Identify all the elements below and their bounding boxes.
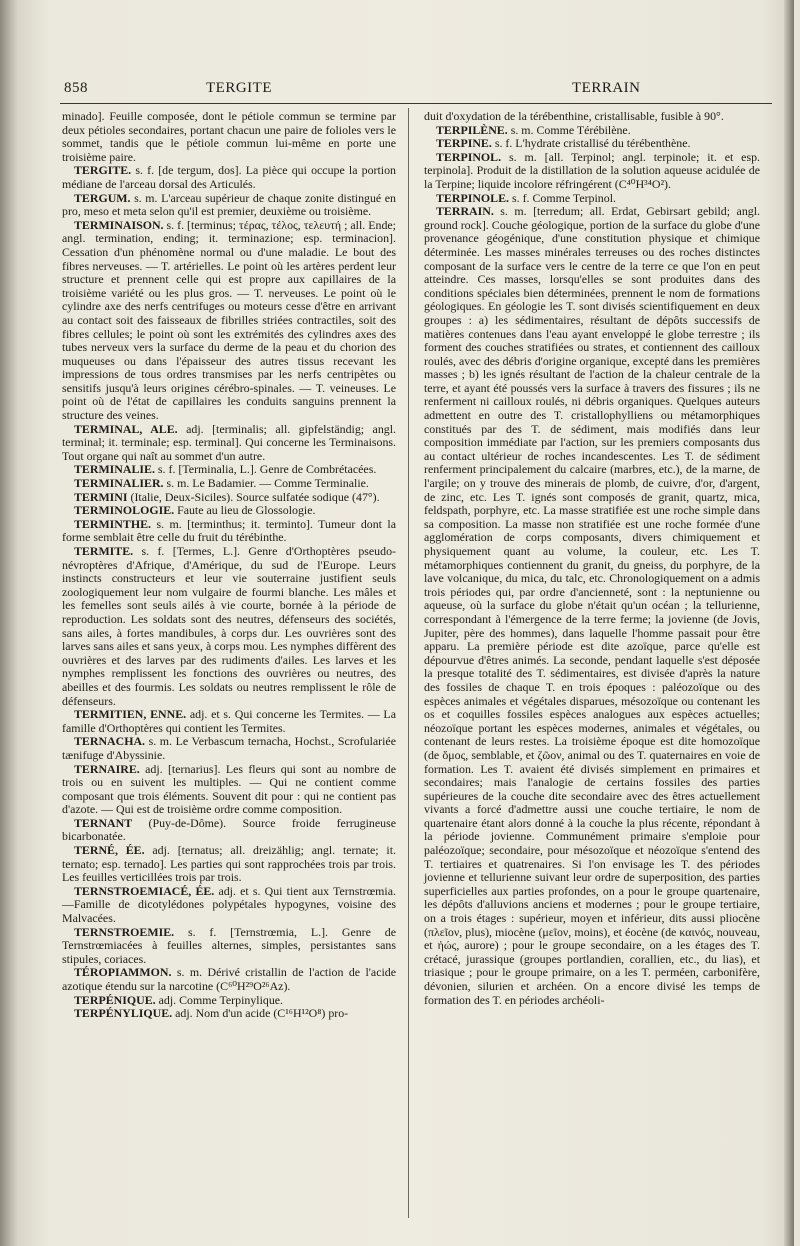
entry-headword: TERPÉNYLIQUE. xyxy=(74,1006,173,1021)
entry-text: s. f. Comme Terpinol. xyxy=(512,190,616,205)
dictionary-entry xyxy=(62,817,396,844)
entry-headword: TERMITIEN, ENNE. xyxy=(74,707,187,722)
header-rule xyxy=(60,103,772,104)
entry-text: s. f. [Terminalia, L.]. Genre de Combrétacées. xyxy=(157,462,377,477)
dictionary-entry xyxy=(424,110,760,124)
entry-headword: TERMINI xyxy=(74,489,128,504)
entry-headword: TÉROPIAMMON. xyxy=(74,965,172,980)
dictionary-entry xyxy=(62,518,396,545)
dictionary-entry xyxy=(62,192,396,219)
entry-headword: TERMINTHE. xyxy=(74,516,151,531)
dictionary-entry xyxy=(62,966,396,993)
dictionary-entry xyxy=(62,735,396,762)
entry-text: Faute au lieu de Glossologie. xyxy=(177,503,316,518)
entry-text: s. m. [terredum; all. Erdat, Gebirsart gebild; angl. ground rock]. Couche géologique, portion de la surface du globe d'une provenance géogénique, d'une constitution physique et chimique déterminée. Les masses minérales terreuses ou des roches distinctes composant de la surface vers le centre de la terre ce que l'on en peut atteindre. Ces masses, lorsqu'elles se sont produites dans des conditions spéciales bien déterminées, prennent le nom de formations géologiques. En géologie les T. sont divisés scientifiquement en deux groupes : a) les sédimentaires, résultant de dépôts successifs de matières contenues dans l'eau ayant enveloppé le globe terrestre ; ils forment des couches stratifiées ou strates, et contiennent des cailloux roulés, avec des débris d'origine organique, excepté dans les premières masses ; b) les ignés résultant de l'action de la chaleur centrale de la terre, et ayant été poussés vers la surface à travers des fissures ; ils ne renferment ni cailloux roulés, ni débris organiques. Quelques auteurs admettent en outre des T. cristallophylliens ou métamorphiques constitués par des T. de sédiment, mais modifiés dans leur composition immédiate par l'action, sur les premiers composants dus au contact ultérieur de roches incandescentes. Les T. de sédiment renferment principalement du calcaire (marbres, etc.), de la marne, de l'argile; on y trouve des minerais de plomb, de cuivre, d'or, d'argent, de zinc, etc. Les T. ignés sont composés de granit, quartz, mica, feldspath, porphyre, etc. La masse stratifiée est une roche simple dans sa composition. La masse non stratifiée est une roche formée d'une agglomération de corps composants, divers chimiquement et physiquement quant au volume, la couleur, etc. Les T. métamorphiques contiennent du granit, du gneiss, du porphyre, de la lave volcanique, du mica, du talc, etc. Chronologiquement on a admis trois périodes qui, par ordre d'ancienneté, sont : la neptunienne ou aqueuse, où la surface du globe n'était qu'un océan ; la tellurienne, correspondant à l'émergence de la terre ferme; la jovienne (de Jovis, Jupiter, père des hommes), dans laquelle l'homme passait pour être apparu. La première période est dite azoïque, parce qu'elle est dépourvue d'êtres animés. La seconde, pendant laquelle s'est déposée la presque totalité des T. sédimentaires, est divisée d'après la nature des fossiles de chaque T. en trois époques : paléozoïque ou des espèces animales et végétales disparues, mésozoïque ou contenant les os et coquilles fossiles espèces analogues aux espèces actuelles; néozoïque portant les espèces modernes, animales et végétales, ou contenant de leurs restes. La troisième époque est dite homozoïque (de ὅμος, semblable, et ζῶον, animal ou des T. quaternaires en voie de formation. Les T. avaient été divisés simplement en primaires et secondaires; mais l'analogie de certains fossiles des parties supérieures de la couche dite secondaire avec des êtres actuellement vivants a forcé d'admettre aussi une couche tertiaire, le nom de quartenaire étant alors donné à la couche la plus récente, répondant à la période jovienne. Communément primaire s'emploie pour paléozoïque; secondaire, pour mésozoïque et néozoïque s'entend des T. tertiaires et quatrenaires. Si l'on envisage les T. des périodes jovienne et tellurienne suivant leur ordre de superposition, des parties superficielles aux parties profondes, on a pour le groupe quartenaire, les dépôts d'alluvions anciens et modernes ; pour le groupe tertiaire, on a trois étages : supérieur, moyen et inférieur, dits aussi pliocène (πλεῖον, plus), miocène (μεῖον, moins), et éocène (de καινός, nouveau, et ἠώς, aurore) ; pour le groupe secondaire, on a les étages des T. crétacé, jurassique (groupes portlandien, corallien, etc., du lias), et triasique ; pour le groupe primaire, on a les T. perméen, carbonifère, dévonien, silurien et archéen. On a encore divisé les temps de formation des T. en périodes archéoli- xyxy=(424,204,760,1007)
dictionary-entry xyxy=(62,545,396,708)
entry-headword: TERNSTROEMIE. xyxy=(74,924,175,939)
column-divider xyxy=(408,108,409,1218)
dictionary-entry xyxy=(62,423,396,464)
entry-text: s. m. Comme Térébilène. xyxy=(510,122,631,137)
running-head-left: TERGITE xyxy=(206,80,272,96)
entry-text: s. m. Dérivé cristallin de l'action de l'acide azotique étendu sur la narcotine (C⁶⁰H²⁹O²⁶Az). xyxy=(62,965,396,993)
entry-text: adj. Comme Terpinylique. xyxy=(158,992,284,1007)
entry-headword: TERNACHA. xyxy=(74,734,146,749)
dictionary-entry xyxy=(62,994,396,1008)
page-header xyxy=(64,80,764,104)
left-column xyxy=(62,110,396,1021)
dictionary-entry xyxy=(62,1007,396,1021)
dictionary-entry xyxy=(424,137,760,151)
dictionary-entry xyxy=(424,151,760,192)
dictionary-entry xyxy=(62,219,396,423)
entry-headword: TERPINOLE. xyxy=(436,190,510,205)
entry-headword: TERMINALIER. xyxy=(74,476,164,491)
dictionary-entry xyxy=(62,844,396,885)
dictionary-entry xyxy=(62,708,396,735)
running-head-right: TERRAIN xyxy=(572,80,641,96)
dictionary-entry xyxy=(62,477,396,491)
book-binding-edge xyxy=(0,0,18,1246)
entry-headword: TERPINE. xyxy=(436,136,492,151)
entry-text: adj. et s. Qui concerne les Termites. — La famille d'Orthoptères qui contient les Termites. xyxy=(62,707,396,735)
entry-headword: TERMINALIE. xyxy=(74,462,155,477)
entry-headword: TERMINOLOGIE. xyxy=(74,503,175,518)
entry-text: s. f. L'hydrate cristallisé du térébenthène. xyxy=(494,136,691,151)
page-right-edge xyxy=(784,0,794,1246)
entry-text: s. m. Le Verbascum ternacha, Hochst., Scrofulariée tænifuge d'Abyssinie. xyxy=(62,734,396,762)
dictionary-entry xyxy=(424,192,760,206)
entry-headword: TERPÉNIQUE. xyxy=(74,992,156,1007)
entry-text: s. f. [Ternstrœmia, L.]. Genre de Ternstrœmiacées à feuilles alternes, simples, persistantes sans stipules, coriaces. xyxy=(62,924,396,966)
entry-headword: TERRAIN. xyxy=(436,204,494,219)
entry-headword: TERNAIRE. xyxy=(74,761,140,776)
dictionary-entry xyxy=(62,504,396,518)
entry-headword: TERPILÈNE. xyxy=(436,122,508,137)
entry-text: s. f. [terminus; τέρας, τέλος, τελευτή ; all. Ende; angl. termination, ending; it. terminazione; esp. terminacion]. Cessation d'un phénomène normal ou d'une maladie. Le bout des fibres nerveuses. — T. artérielles. Le point où les artères perdent leur structure et prennent celle qui est propre aux capillaires de la troisième variété ou les plus gros. — T. nerveuses. Le point où le cylindre axe des nerfs centrifuges ou moteurs cesse d'être en arrivant au contact soit des faisseaux de fibrilles striées contractiles, soit des fibres cellules; le point où sont les extrémités des cylindres axes des tubes nerveux vers la surface du derme de la peau et du chorion des muqueuses ou dans l'épaisseur des autres tissus recevant les impressions de tous ordres transmises par les nerfs centripètes ou sensitifs jusqu'à leurs origines cérébro-spinales. — T. veineuses. Le point où de l'état de capillaires les conduits sanguins prennent la structure des veines. xyxy=(62,217,396,423)
dictionary-entry xyxy=(62,885,396,926)
entry-headword: TERNÉ, ÉE. xyxy=(74,843,145,858)
entry-headword: TERNSTROEMIACÉ, ÉE. xyxy=(74,883,215,898)
page-number: 858 xyxy=(64,80,88,96)
entry-text: s. m. [terminthus; it. terminto]. Tumeur dont la forme semblait être celle du fruit du térébinthe. xyxy=(62,516,396,545)
dictionary-entry xyxy=(424,124,760,138)
entry-text: duit d'oxydation de la térébenthine, cristallisable, fusible à 90°. xyxy=(424,109,724,123)
entry-text: s. f. [de tergum, dos]. La pièce qui occupe la portion médiane de l'arceau dorsal des Articulés. xyxy=(62,163,396,191)
dictionary-entry xyxy=(62,763,396,817)
right-column xyxy=(424,110,760,1007)
entry-headword: TERMINAISON. xyxy=(74,217,164,232)
entry-text: (Puy-de-Dôme). Source froide ferrugineuse bicarbonatée. xyxy=(62,815,396,844)
entry-text: s. m. Le Badamier. — Comme Terminalie. xyxy=(166,476,369,491)
entry-text: adj. et s. Qui tient aux Ternstrœmia.—Famille de dicotylédones polypétales hypogynes, voisine des Malvacées. xyxy=(62,883,396,926)
entry-text: adj. [ternarius]. Les fleurs qui sont au nombre de trois ou en suivent les multiples. — Qui ne contient comme composant que trois éléments. Souvent dit pour : qui ne contient pas d'azote. — Qui est de troisième ordre comme composition. xyxy=(62,761,396,817)
dictionary-entry xyxy=(62,164,396,191)
dictionary-entry xyxy=(62,491,396,505)
entry-headword: TERGITE. xyxy=(74,163,132,178)
entry-text: adj. [ternatus; all. dreizählig; angl. ternate; it. ternato; esp. ternado]. Les parties qui sont rapprochées trois par trois. Les feuilles verticillées trois par trois. xyxy=(62,843,396,885)
entry-headword: TERMINAL, ALE. xyxy=(74,421,178,436)
dictionary-entry xyxy=(62,926,396,967)
entry-headword: TERNANT xyxy=(74,815,133,830)
entry-text: minado]. Feuille composée, dont le pétiole commun se termine par deux pétioles secondaires, portant chacun une paire de folioles vers le sommet, tandis que le pétiole commun lui-même en porte une troisième paire. xyxy=(62,109,396,164)
dictionary-entry xyxy=(62,110,396,164)
entry-text: adj. Nom d'un acide (C¹⁶H¹²O⁸) pro- xyxy=(175,1006,349,1021)
entry-headword: TERGUM. xyxy=(74,190,131,205)
entry-headword: TERPINOL. xyxy=(436,149,502,164)
entry-text: s. m. [all. Terpinol; angl. terpinole; it. et esp. terpinola]. Produit de la distillation de la solution aqueuse acidulée de la Terpine; liquide incolore réfringérent (C⁴⁰H³⁴O²). xyxy=(424,149,760,191)
entry-text: s. f. [Termes, L.]. Genre d'Orthoptères pseudo-névroptères d'Afrique, d'Amérique, du sud de l'Europe. Leurs instincts constructeurs et leur vie souterraine justifient seuls zoologiquement leur nom vulgaire de fourmi blanche. Les mâles et les femelles sont seuls ailés à vie courte, bornée à la période de reproduction. Les soldats sont des neutres, défenseurs des sociétés, sans ailes, à fortes mandibules, à corps dur. Les ouvrières sont des larves sans ailes et sans yeux, à corps mou. Les nymphes diffèrent des ouvrières et des larves par des rudiments d'ailes. Les larves et les nymphes remplissent les fonctions des ouvrières ou neutres, des abeilles et des fourmis. Les soldats ou neutres remplissent le rôle de défenseurs. xyxy=(62,544,396,708)
dictionary-entry xyxy=(62,463,396,477)
entry-headword: TERMITE. xyxy=(74,544,134,558)
entry-text: s. m. L'arceau supérieur de chaque zonite distingué en pro, meso et meta selon qu'il est premier, deuxième ou troisième. xyxy=(62,190,396,219)
entry-text: adj. [terminalis; all. gipfelständig; angl. terminal; it. terminale; esp. terminal]. Qui concerne les Terminaisons. Tout organe qui naît au sommet d'un autre. xyxy=(62,421,396,463)
dictionary-entry xyxy=(424,205,760,1007)
entry-text: (Italie, Deux-Siciles). Source sulfatée sodique (47°). xyxy=(130,489,380,504)
